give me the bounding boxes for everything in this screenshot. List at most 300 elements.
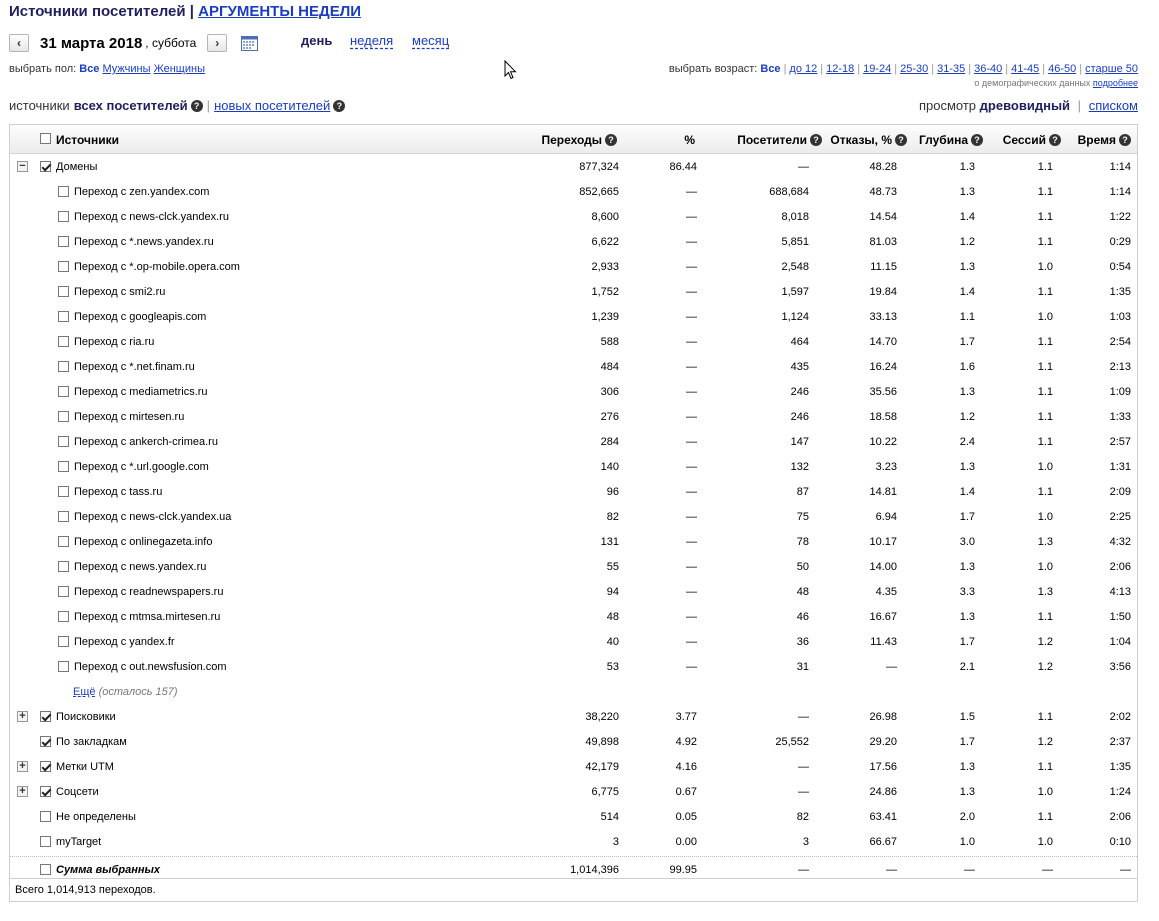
source-name: Переход с ria.ru: [74, 336, 155, 348]
cell-bounce: 4.35: [875, 586, 897, 598]
age-label: выбрать возраст:: [668, 63, 758, 75]
cell-pct: —: [686, 336, 697, 348]
col-sources[interactable]: Источники: [56, 133, 120, 147]
cell-pct: 3.77: [675, 711, 697, 723]
table-row: [10, 655, 1137, 680]
cell-pct: —: [686, 561, 697, 573]
cell-visits: 588: [600, 336, 619, 348]
row-checkbox[interactable]: [58, 236, 69, 247]
cell-depth: 1.7: [959, 511, 975, 523]
row-checkbox[interactable]: [40, 736, 51, 747]
col-depth[interactable]: Глубина ?: [919, 133, 983, 147]
cell-depth: 1.7: [959, 636, 975, 648]
cell-time: 2:13: [1109, 361, 1131, 373]
cell-visits: 131: [600, 536, 619, 548]
cell-time: 2:25: [1109, 511, 1131, 523]
source-name: Переход с mtmsa.mirtesen.ru: [74, 611, 221, 623]
cell-users: 31: [796, 661, 809, 673]
source-name: Переход с googleapis.com: [74, 311, 207, 323]
source-name: По закладкам: [56, 736, 127, 748]
source-name: Переход с onlinegazeta.info: [74, 536, 213, 548]
select-all-checkbox[interactable]: [40, 133, 51, 144]
cell-sessions: 1.2: [1037, 736, 1053, 748]
summary-pct: 99.95: [669, 864, 697, 876]
cell-bounce: 10.17: [869, 536, 897, 548]
cell-pct: —: [686, 236, 697, 248]
age-all[interactable]: Все: [760, 63, 781, 75]
cell-visits: 1,752: [591, 286, 619, 298]
row-checkbox[interactable]: [58, 486, 69, 497]
cell-bounce: 48.28: [869, 161, 897, 173]
cell-visits: 8,600: [591, 211, 619, 223]
source-name: Соцсети: [56, 786, 99, 798]
source-name: Переход с out.newsfusion.com: [74, 661, 227, 673]
row-checkbox[interactable]: [58, 586, 69, 597]
col-sessions[interactable]: Сессий ?: [1003, 133, 1061, 147]
table-header: [10, 125, 1137, 154]
row-checkbox[interactable]: [58, 311, 69, 322]
cell-pct: —: [686, 361, 697, 373]
row-checkbox[interactable]: [58, 361, 69, 372]
help-icon[interactable]: ?: [333, 100, 345, 112]
row-checkbox[interactable]: [58, 186, 69, 197]
row-checkbox[interactable]: [40, 836, 51, 847]
row-checkbox[interactable]: [58, 211, 69, 222]
row-checkbox[interactable]: [40, 786, 51, 797]
cell-sessions: 1.0: [1037, 261, 1053, 273]
cell-users: 5,851: [781, 236, 809, 248]
cell-users: 8,018: [781, 211, 809, 223]
cell-depth: 2.4: [959, 436, 975, 448]
cell-pct: 4.92: [675, 736, 697, 748]
mouse-cursor-icon: [504, 60, 518, 80]
row-checkbox[interactable]: [58, 636, 69, 647]
weekday-label: , суббота: [145, 36, 197, 50]
cell-depth: 3.3: [959, 586, 975, 598]
table-row: [10, 355, 1137, 380]
cell-time: 0:29: [1109, 236, 1131, 248]
cell-visits: 53: [606, 661, 619, 673]
age-option[interactable]: 36-40: [974, 63, 1003, 75]
cell-bounce: 35.56: [869, 386, 897, 398]
row-checkbox[interactable]: [58, 461, 69, 472]
cell-users: 1,124: [781, 311, 809, 323]
sources-separator: |: [206, 98, 211, 113]
help-icon[interactable]: ?: [191, 100, 203, 112]
cell-pct: —: [686, 186, 697, 198]
current-date: 31 марта 2018: [40, 34, 143, 52]
cell-visits: 48: [606, 611, 619, 623]
cell-visits: 96: [606, 486, 619, 498]
help-icon[interactable]: ?: [605, 134, 617, 146]
row-checkbox[interactable]: [58, 661, 69, 672]
col-bounce[interactable]: Отказы, % ?: [830, 133, 907, 147]
source-name: Переход с news-clck.yandex.ua: [74, 511, 232, 523]
cell-bounce: —: [886, 661, 897, 673]
cell-visits: 82: [606, 511, 619, 523]
cell-time: 1:31: [1109, 461, 1131, 473]
cell-users: 50: [796, 561, 809, 573]
help-icon[interactable]: ?: [810, 134, 822, 146]
period-week[interactable]: неделя: [350, 33, 394, 48]
expand-icon[interactable]: +: [17, 761, 28, 772]
row-checkbox[interactable]: [58, 261, 69, 272]
cell-bounce: 33.13: [869, 311, 897, 323]
sources-label: источники: [9, 98, 70, 113]
cell-pct: —: [686, 311, 697, 323]
cell-depth: 1.3: [959, 561, 975, 573]
row-checkbox[interactable]: [58, 386, 69, 397]
cell-depth: 1.2: [959, 236, 975, 248]
row-checkbox[interactable]: [58, 561, 69, 572]
cell-bounce: 3.23: [875, 461, 897, 473]
cell-visits: 6,622: [591, 236, 619, 248]
table-row: [10, 405, 1137, 430]
cell-bounce: 17.56: [869, 761, 897, 773]
cell-bounce: 16.67: [869, 611, 897, 623]
cell-visits: 877,324: [579, 161, 619, 173]
col-visits[interactable]: Переходы ?: [541, 133, 617, 147]
help-icon[interactable]: ?: [971, 134, 983, 146]
row-checkbox[interactable]: [58, 511, 69, 522]
cell-sessions: 1.1: [1037, 161, 1053, 173]
cell-time: 1:35: [1109, 286, 1131, 298]
cell-sessions: 1.1: [1037, 436, 1053, 448]
table-row: [10, 530, 1137, 555]
view-list[interactable]: списком: [1088, 98, 1138, 113]
cell-time: 1:35: [1109, 761, 1131, 773]
cell-sessions: 1.1: [1037, 211, 1053, 223]
cell-pct: 4.16: [675, 761, 697, 773]
total-visits-text: Всего 1,014,913 переходов.: [15, 884, 156, 896]
table-row: [10, 830, 1137, 855]
cell-bounce: 29.20: [869, 736, 897, 748]
cell-pct: —: [686, 511, 697, 523]
cell-depth: 1.3: [959, 461, 975, 473]
demographics-more-link[interactable]: подробнее: [1092, 78, 1138, 88]
date-navigator: [9, 32, 258, 54]
cell-depth: 1.6: [959, 361, 975, 373]
cell-pct: 0.67: [675, 786, 697, 798]
table-row: [10, 780, 1137, 805]
cell-users: —: [798, 761, 809, 773]
table-row: [10, 505, 1137, 530]
age-option[interactable]: до 12: [789, 63, 818, 75]
cell-sessions: 1.3: [1037, 536, 1053, 548]
source-name: Переход с *.url.google.com: [74, 461, 209, 473]
cell-bounce: 14.54: [869, 211, 897, 223]
table-row: [10, 480, 1137, 505]
cell-depth: 1.3: [959, 386, 975, 398]
cell-visits: 2,933: [591, 261, 619, 273]
cell-depth: 1.7: [959, 336, 975, 348]
cell-visits: 94: [606, 586, 619, 598]
table-row: [10, 580, 1137, 605]
cell-time: 1:33: [1109, 411, 1131, 423]
cell-sessions: 1.0: [1037, 511, 1053, 523]
cell-pct: —: [686, 436, 697, 448]
cell-bounce: 14.00: [869, 561, 897, 573]
table-row: [10, 255, 1137, 280]
cell-bounce: 11.15: [870, 261, 897, 273]
source-name: Поисковики: [56, 711, 116, 723]
demographics-note: [974, 78, 1138, 88]
cell-users: 75: [796, 511, 809, 523]
cell-depth: 1.3: [959, 161, 975, 173]
table-row: [10, 430, 1137, 455]
cell-depth: 2.0: [959, 811, 975, 823]
gender-all[interactable]: Все: [79, 63, 100, 75]
cell-visits: 484: [600, 361, 619, 373]
cell-sessions: 1.0: [1037, 786, 1053, 798]
cell-depth: 1.4: [959, 486, 975, 498]
source-name: Переход с *.news.yandex.ru: [74, 236, 214, 248]
cell-visits: 49,898: [585, 736, 619, 748]
cell-bounce: 48.73: [869, 186, 897, 198]
cell-users: 464: [790, 336, 809, 348]
cell-users: 82: [796, 811, 809, 823]
cell-time: 1:03: [1109, 311, 1131, 323]
cell-users: 1,597: [781, 286, 809, 298]
cell-users: 46: [796, 611, 809, 623]
cell-visits: 55: [606, 561, 619, 573]
remaining-count: (осталось 157): [98, 686, 178, 698]
table-row: [10, 605, 1137, 630]
cell-bounce: 11.43: [870, 636, 897, 648]
cell-users: —: [798, 786, 809, 798]
source-name: Переход с smi2.ru: [74, 286, 166, 298]
gender-label: выбрать пол:: [9, 63, 77, 75]
cell-pct: 0.00: [675, 836, 697, 848]
cell-depth: 1.3: [959, 186, 975, 198]
page-title: [9, 3, 361, 20]
cell-bounce: 63.41: [869, 811, 897, 823]
cell-bounce: 10.22: [869, 436, 897, 448]
age-option[interactable]: 31-35: [937, 63, 966, 75]
row-checkbox[interactable]: [40, 711, 51, 722]
period-day[interactable]: день: [301, 33, 333, 48]
gender-female[interactable]: Женщины: [153, 63, 205, 75]
show-more-row: [10, 680, 1137, 705]
sources-new-visitors[interactable]: новых посетителей: [214, 98, 331, 113]
cell-visits: 3: [612, 836, 619, 848]
summary-depth: —: [964, 864, 975, 876]
cell-depth: 1.7: [959, 736, 975, 748]
cell-pct: —: [686, 261, 697, 273]
age-option[interactable]: 25-30: [900, 63, 929, 75]
expand-icon[interactable]: +: [17, 711, 28, 722]
cell-visits: 42,179: [585, 761, 619, 773]
next-date-button[interactable]: ›: [207, 34, 227, 52]
cell-time: 1:04: [1109, 636, 1131, 648]
cell-bounce: 26.98: [869, 711, 897, 723]
age-option[interactable]: 41-45: [1011, 63, 1040, 75]
cell-bounce: 24.86: [869, 786, 897, 798]
source-name: Переход с news-clck.yandex.ru: [74, 211, 229, 223]
help-icon[interactable]: ?: [895, 134, 907, 146]
prev-date-button[interactable]: ‹: [9, 34, 29, 52]
table-row: [10, 755, 1137, 780]
source-name: Переход с yandex.fr: [74, 636, 175, 648]
table-row: [10, 305, 1137, 330]
age-option[interactable]: 19-24: [863, 63, 892, 75]
cell-users: 87: [796, 486, 809, 498]
cell-time: 4:32: [1109, 536, 1131, 548]
age-option[interactable]: 12-18: [826, 63, 855, 75]
row-checkbox[interactable]: [40, 161, 51, 172]
gender-filter: [9, 63, 205, 75]
cell-users: 246: [790, 411, 809, 423]
help-icon[interactable]: ?: [1119, 134, 1131, 146]
cell-sessions: 1.1: [1037, 286, 1053, 298]
cell-sessions: 1.1: [1037, 411, 1053, 423]
cell-users: 36: [796, 636, 809, 648]
cell-bounce: 14.81: [869, 486, 897, 498]
calendar-icon[interactable]: [241, 35, 258, 51]
cell-users: 435: [790, 361, 809, 373]
table-row: [10, 805, 1137, 830]
table-row: [10, 155, 1137, 180]
col-time[interactable]: Время ?: [1078, 133, 1131, 147]
table-row: [10, 205, 1137, 230]
age-option[interactable]: старше 50: [1085, 63, 1138, 75]
cell-time: 2:02: [1109, 711, 1131, 723]
cell-time: 2:54: [1109, 336, 1131, 348]
cell-time: 1:50: [1109, 611, 1131, 623]
summary-label: Сумма выбранных: [56, 864, 160, 876]
cell-pct: —: [686, 536, 697, 548]
cell-pct: —: [686, 586, 697, 598]
cell-depth: 1.4: [959, 286, 975, 298]
cell-users: 688,684: [769, 186, 809, 198]
cell-sessions: 1.0: [1037, 461, 1053, 473]
cell-pct: —: [686, 486, 697, 498]
show-more: [73, 686, 178, 698]
cell-sessions: 1.1: [1037, 186, 1053, 198]
cell-users: 78: [796, 536, 809, 548]
help-icon[interactable]: ?: [1049, 134, 1061, 146]
cell-time: 3:56: [1109, 661, 1131, 673]
cell-sessions: 1.1: [1037, 761, 1053, 773]
cell-pct: —: [686, 386, 697, 398]
cell-depth: 1.3: [959, 611, 975, 623]
cell-visits: 38,220: [585, 711, 619, 723]
cell-time: 2:09: [1109, 486, 1131, 498]
source-name: Метки UTM: [56, 761, 114, 773]
source-name: Не определены: [56, 811, 136, 823]
row-checkbox[interactable]: [58, 286, 69, 297]
age-option[interactable]: 46-50: [1048, 63, 1077, 75]
row-checkbox[interactable]: [40, 761, 51, 772]
cell-depth: 1.1: [959, 311, 975, 323]
collapse-icon[interactable]: −: [17, 161, 28, 172]
cell-users: —: [798, 711, 809, 723]
view-label: просмотр: [918, 98, 977, 113]
period-month[interactable]: месяц: [412, 33, 450, 48]
table-row: [10, 180, 1137, 205]
cell-time: 1:14: [1109, 186, 1131, 198]
cell-depth: 1.3: [959, 761, 975, 773]
row-checkbox[interactable]: [58, 611, 69, 622]
view-tree[interactable]: древовидный: [979, 98, 1071, 113]
cell-sessions: 1.1: [1037, 486, 1053, 498]
row-checkbox[interactable]: [58, 436, 69, 447]
summary-checkbox[interactable]: [40, 864, 51, 875]
cell-bounce: 81.03: [869, 236, 897, 248]
sources-filter: [9, 98, 345, 113]
cell-visits: 306: [600, 386, 619, 398]
cell-sessions: 1.1: [1037, 611, 1053, 623]
cell-sessions: 1.0: [1037, 311, 1053, 323]
cell-time: 2:06: [1109, 811, 1131, 823]
cell-sessions: 1.1: [1037, 386, 1053, 398]
gender-male[interactable]: Мужчины: [102, 63, 151, 75]
sources-all-visitors[interactable]: всех посетителей: [73, 98, 188, 113]
table-row: [10, 455, 1137, 480]
table-row: [10, 380, 1137, 405]
demographics-note-text: о демографических данных: [974, 78, 1091, 88]
source-name: Переход с mirtesen.ru: [74, 411, 185, 423]
source-name: Переход с mediametrics.ru: [74, 386, 208, 398]
cell-bounce: 6.94: [875, 511, 897, 523]
cell-users: 147: [790, 436, 809, 448]
cell-bounce: 14.70: [869, 336, 897, 348]
cell-sessions: 1.3: [1037, 586, 1053, 598]
cell-depth: 1.2: [959, 411, 975, 423]
source-name: Переход с *.op-mobile.opera.com: [74, 261, 240, 273]
cell-sessions: 1.1: [1037, 711, 1053, 723]
cell-visits: 40: [606, 636, 619, 648]
row-checkbox[interactable]: [40, 811, 51, 822]
cell-pct: 86.44: [669, 161, 697, 173]
cell-sessions: 1.1: [1037, 811, 1053, 823]
cell-pct: 0.05: [675, 811, 697, 823]
cell-users: 25,552: [775, 736, 809, 748]
source-name: Переход с ankerch-crimea.ru: [74, 436, 218, 448]
cell-depth: 1.5: [959, 711, 975, 723]
cell-bounce: 16.24: [869, 361, 897, 373]
col-percent[interactable]: %: [684, 133, 695, 147]
source-name: Переход с tass.ru: [74, 486, 163, 498]
summary-sessions: —: [1042, 864, 1053, 876]
row-checkbox[interactable]: [58, 336, 69, 347]
view-separator: |: [1077, 98, 1082, 113]
cell-users: 246: [790, 386, 809, 398]
col-users[interactable]: Посетители ?: [737, 133, 822, 147]
title-text: Источники посетителей: [9, 3, 186, 20]
row-checkbox[interactable]: [58, 536, 69, 547]
table-row: [10, 330, 1137, 355]
source-name: Домены: [56, 161, 98, 173]
cell-time: 1:14: [1109, 161, 1131, 173]
row-checkbox[interactable]: [58, 411, 69, 422]
report-link[interactable]: АРГУМЕНТЫ НЕДЕЛИ: [198, 3, 362, 20]
cell-sessions: 1.2: [1037, 636, 1053, 648]
cell-pct: —: [686, 286, 697, 298]
cell-depth: 1.0: [959, 836, 975, 848]
summary-bounce: —: [886, 864, 897, 876]
expand-icon[interactable]: +: [17, 786, 28, 797]
show-more-link[interactable]: Ещё: [73, 686, 96, 698]
summary-users: —: [798, 864, 809, 876]
cell-users: —: [798, 161, 809, 173]
cell-visits: 514: [600, 811, 619, 823]
cell-pct: —: [686, 611, 697, 623]
summary-time: —: [1120, 864, 1131, 876]
cell-sessions: 1.0: [1037, 561, 1053, 573]
title-separator: |: [189, 3, 194, 20]
cell-time: 2:06: [1109, 561, 1131, 573]
